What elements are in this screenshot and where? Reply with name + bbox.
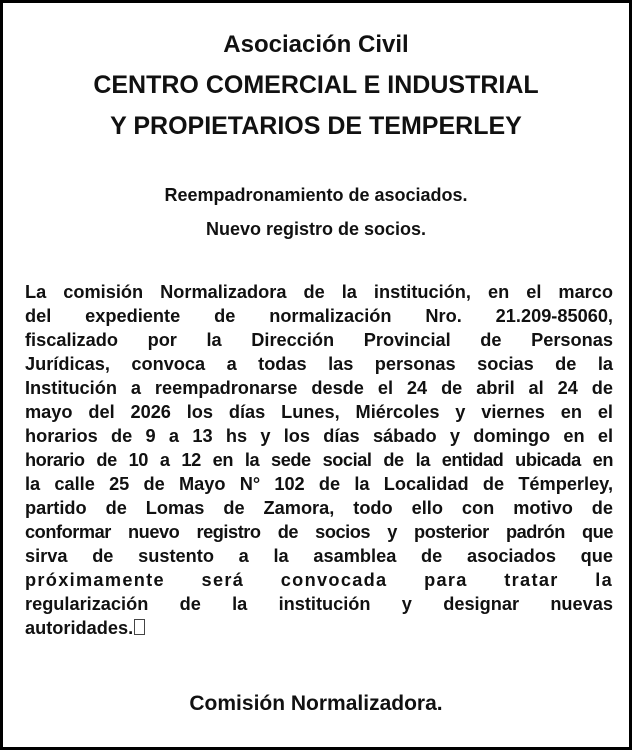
body-line-15-text: autoridades.	[25, 618, 134, 638]
organization-name-line-2: Y PROPIETARIOS DE TEMPERLEY	[110, 112, 522, 140]
body-line-8: horario de 10 a 12 en la sede social de la entidad ubicada en	[25, 450, 613, 470]
body-line-4: Jurídicas, convoca a todas las personas socias de la	[25, 354, 613, 374]
signature: Comisión Normalizadora.	[189, 692, 443, 715]
organization-name-line-1: CENTRO COMERCIAL E INDUSTRIAL	[93, 71, 539, 99]
notice-subtitle-1: Reempadronamiento de asociados.	[164, 185, 468, 205]
body-line-15	[25, 616, 613, 640]
body-line-2: del expediente de normalización Nro. 21.209-85060,	[25, 306, 613, 326]
body-line-5: Institución a reempadronarse desde el 24 de abril al 24 de	[25, 378, 613, 398]
body-line-11: conformar nuevo registro de socios y posterior padrón que	[25, 522, 613, 542]
notice-body	[25, 280, 613, 640]
organization-type: Asociación Civil	[223, 31, 409, 58]
body-line-1: La comisión Normalizadora de la institución, en el marco	[25, 282, 613, 302]
missing-glyph-icon	[134, 619, 145, 635]
body-line-12: sirva de sustento a la asamblea de asociados que	[25, 546, 613, 566]
body-line-9: la calle 25 de Mayo N° 102 de la Localidad de Témperley,	[25, 474, 613, 494]
notice-subtitle-2: Nuevo registro de socios.	[205, 219, 427, 239]
body-line-14: regularización de la institución y designar nuevas	[25, 594, 613, 614]
body-line-10: partido de Lomas de Zamora, todo ello con motivo de	[25, 498, 613, 518]
body-line-13: próximamente será convocada para tratar la	[25, 570, 613, 590]
body-line-3: fiscalizado por la Dirección Provincial de Personas	[25, 330, 613, 350]
body-line-7: horarios de 9 a 13 hs y los días sábado y domingo en el	[25, 426, 613, 446]
body-line-6: mayo del 2026 los días Lunes, Miércoles y viernes en el	[25, 402, 613, 422]
